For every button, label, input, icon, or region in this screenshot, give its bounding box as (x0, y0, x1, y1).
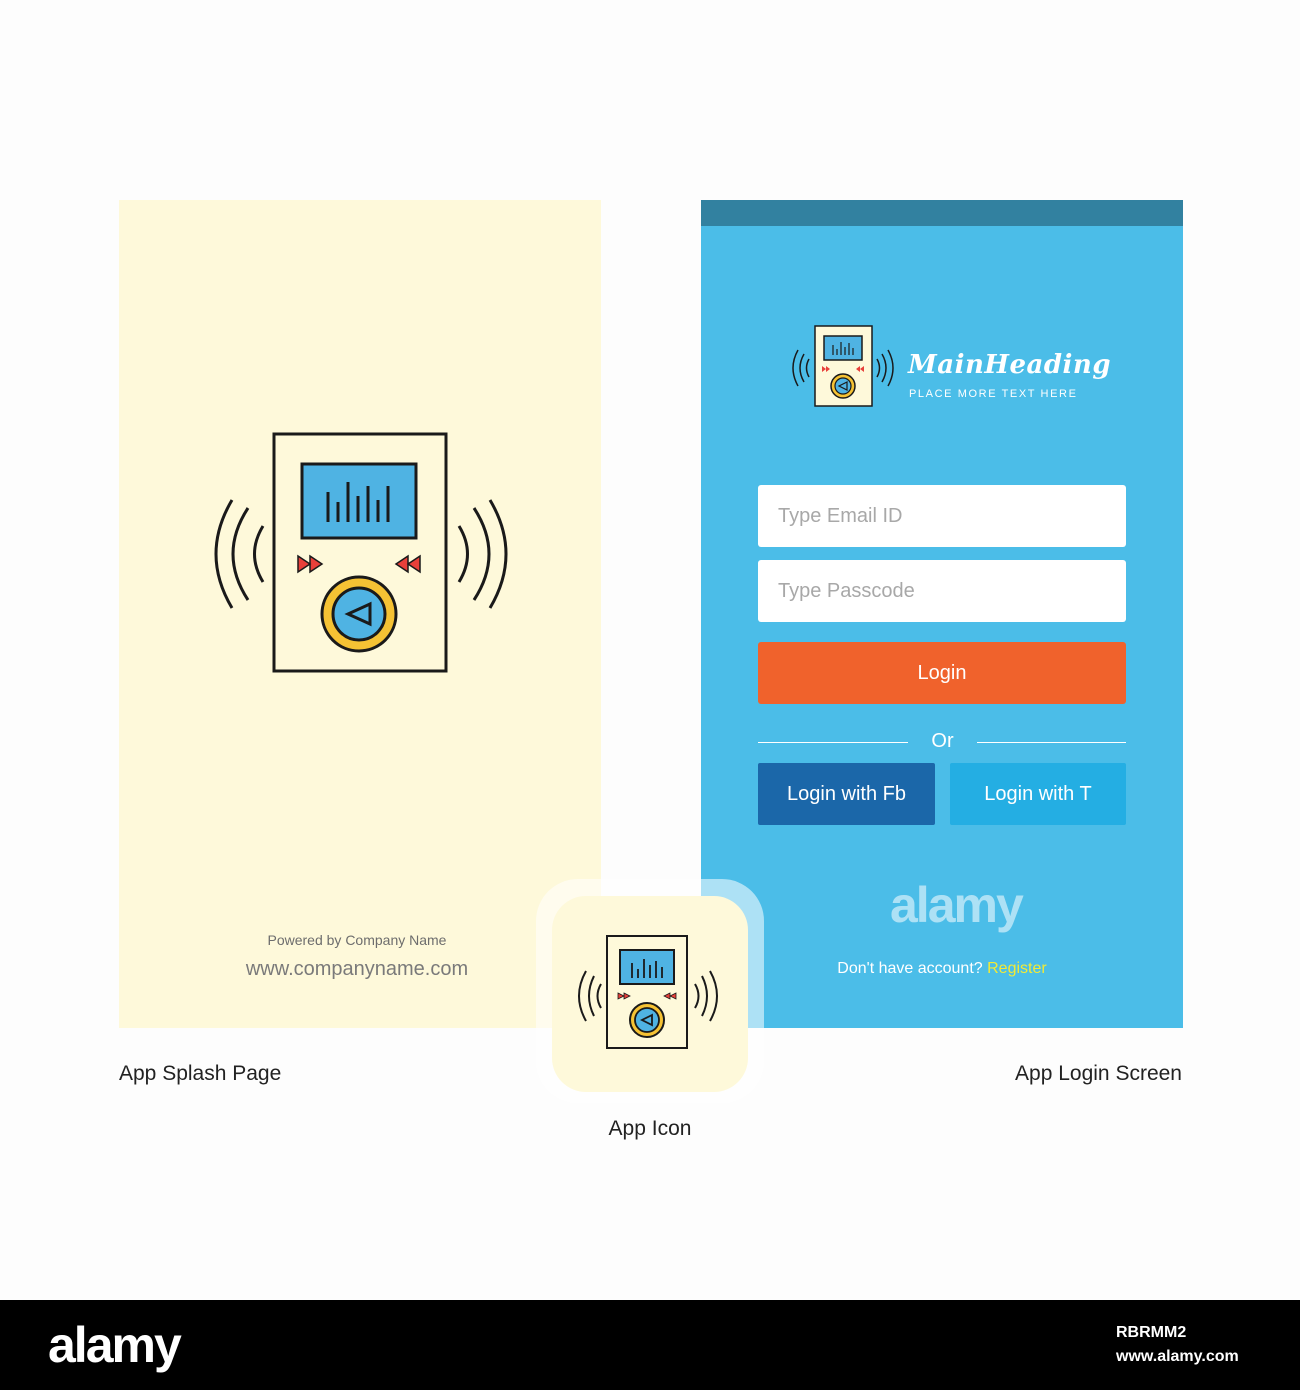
tagline: PLACE MORE TEXT HERE (909, 388, 1078, 400)
login-button[interactable]: Login (758, 642, 1126, 704)
register-row (701, 960, 1183, 978)
login-with-twitter-button[interactable]: Login with T (950, 763, 1126, 825)
email-placeholder: Type Email ID (778, 505, 903, 527)
watermark-bar (0, 1300, 1300, 1390)
music-player-icon (206, 430, 516, 685)
status-bar (701, 200, 1183, 226)
passcode-field[interactable] (758, 560, 1126, 622)
register-link[interactable]: Register (987, 960, 1047, 977)
login-with-fb-button[interactable]: Login with Fb (758, 763, 935, 825)
divider-left (758, 742, 908, 743)
main-heading: MainHeading (908, 350, 1112, 380)
or-label: Or (931, 730, 954, 752)
powered-by-text: Powered by Company Name (267, 932, 447, 948)
no-account-text: Don't have account? (837, 960, 983, 977)
website-text: www.companyname.com (245, 958, 469, 980)
watermark-logo: alamy (890, 877, 1022, 933)
music-player-icon (574, 934, 724, 1059)
watermark-bar-logo: alamy (48, 1317, 180, 1373)
passcode-placeholder: Type Passcode (778, 580, 915, 602)
image-id-text: RBRMM2 (1116, 1324, 1187, 1341)
divider-right (977, 742, 1126, 743)
music-player-icon (790, 324, 898, 413)
watermark-url: www.alamy.com (1116, 1348, 1239, 1365)
login-caption: App Login Screen (1015, 1062, 1182, 1085)
splash-caption: App Splash Page (119, 1062, 282, 1085)
app-icon-caption: App Icon (608, 1117, 692, 1140)
email-field[interactable] (758, 485, 1126, 547)
